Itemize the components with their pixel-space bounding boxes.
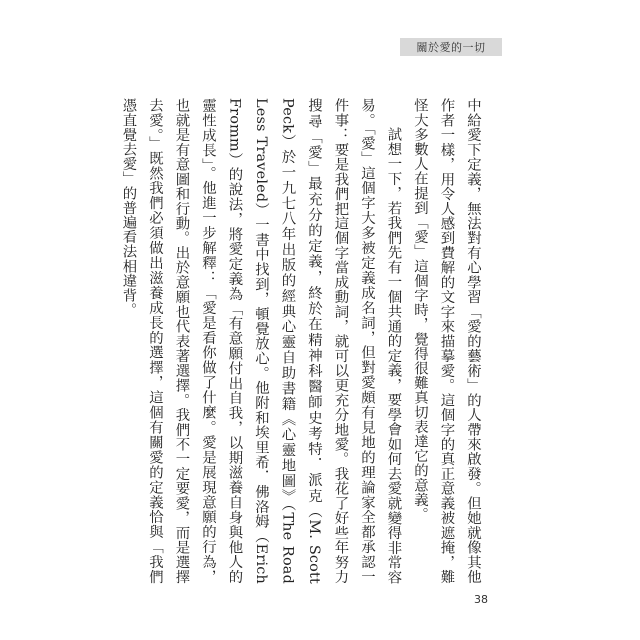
running-head: 關於愛的一切 (400, 38, 502, 56)
body-text (120, 98, 486, 584)
paragraph-2: 試想一下，若我們先有一個共通的定義，要學會如何去愛就變得非常容易。「愛」這個字大多被定義成名詞，但對愛頗有見地的理論家全都承認一件事：要是我們把這個字當成動詞，就可以更充分地愛。我花了好些年努力搜尋「愛」最充分的定義，終於在精神科醫師史考特．派克（M. Scott Peck）於一九七八年出版的經典心靈自助書籍《心靈地圖》（The Road Less Traveled）一書中找到，頓覺放心。他附和埃里希．佛洛姆（Erich Fromm）的說法，將愛定義為「有意願付出自我，以期滋養自身與他人的靈性成長」。他進一步解釋：「愛是看你做了什麼。愛是展現意願的行為，也就是有意圖和行動。出於意願也代表著選擇。我們不一定要愛，而是選擇去愛。」既然我們必須做出滋養成長的選擇，這個有關愛的定義恰與「我們憑直覺去愛」的普遍看法相違背。 (120, 98, 402, 584)
page-number: 38 (474, 593, 488, 606)
paragraph-1: 中給愛下定義，無法對有心學習「愛的藝術」的人帶來啟發。但她就像其他作者一樣，用令人感到費解的文字來描摹愛。這個字的真正意義被遮掩，難怪大多數人在提到「愛」這個字時，覺得很難真切表達它的意義。 (412, 98, 481, 584)
